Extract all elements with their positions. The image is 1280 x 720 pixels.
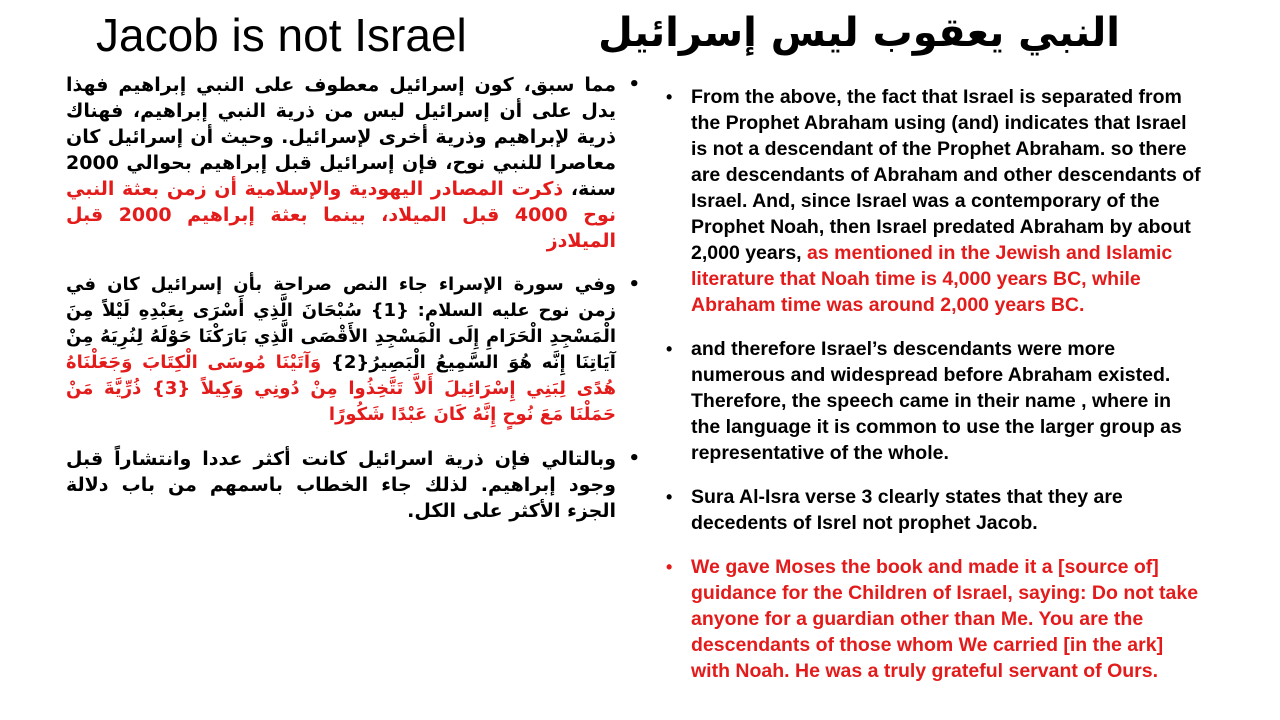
english-paragraph-2 bbox=[664, 336, 1204, 466]
english-paragraph-3 bbox=[664, 484, 1204, 536]
english-paragraph-2-text: and therefore Israel’s descendants were more numerous and widespread before Abraham existed. Therefore, the speech came in their name , where in the language it is common to use the larger group as representative of the whole. bbox=[691, 338, 1182, 464]
english-paragraph-1 bbox=[664, 84, 1204, 318]
english-column bbox=[664, 84, 1204, 702]
bullet-icon: • bbox=[628, 448, 640, 469]
english-paragraph-1-text: From the above, the fact that Israel is separated from the Prophet Abraham using (and) indicates that Israel is not a descendant of the Prophet Abraham. so there are descendants of Abraham and other descendants of Israel. And, since Israel was a contemporary of the Prophet Noah, then Israel predated Abraham by about 2,000 years, bbox=[691, 86, 1201, 264]
bullet-icon: • bbox=[628, 74, 640, 95]
slide-title-arabic: النبي يعقوب ليس إسرائيل bbox=[598, 10, 1120, 56]
english-paragraph-4 bbox=[664, 554, 1204, 684]
english-paragraph-4-highlight: We gave Moses the book and made it a [source of] guidance for the Children of Israel, saying: Do not take anyone for a guardian other than Me. You are the descendants of those whom We carried [in the ark] with Noah. He was a truly grateful servant of Ours. bbox=[691, 556, 1199, 682]
slide-title-english: Jacob is not Israel bbox=[96, 9, 467, 61]
arabic-paragraph-2-text: وفي سورة الإسراء جاء النص صراحة بأن إسرائيل كان في زمن نوح عليه السلام: {1} سُبْحَانَ الَّذِي أَسْرَى بِعَبْدِهِ لَيْلاً مِنَ الْمَسْجِدِ الْحَرَامِ إِلَى الْمَسْجِدِ الأَقْصَى الَّذِي بَارَكْنَا حَوْلَهُ لِنُرِيَهُ مِنْ آيَاتِنَا إِنَّه هُوَ السَّمِيعُ الْبَصِيرُ{2} bbox=[66, 274, 616, 373]
arabic-paragraph-1-highlight: ذكرت المصادر اليهودية والإسلامية أن زمن بعثة النبي نوح 4000 قبل الميلاد، بينما بعثة إبراهيم 2000 قبل الميلادز bbox=[66, 178, 617, 252]
arabic-paragraph-2-highlight: وَآتَيْنَا مُوسَى الْكِتَابَ وَجَعَلْنَاهُ هُدًى لِبَنِي إِسْرَائِيلَ أَلاَّ تَتَّخِذُوا مِنْ دُونِي وَكِيلاً {3} ذُرِّيَّةَ مَنْ حَمَلْنَا مَعَ نُوحٍ إِنَّهُ كَانَ عَبْدًا شَكُورًا bbox=[66, 352, 617, 425]
bullet-icon: • bbox=[666, 87, 673, 107]
arabic-paragraph-2 bbox=[66, 272, 644, 428]
arabic-paragraph-1-text: مما سبق، كون إسرائيل معطوف على النبي إبراهيم فهذا يدل على أن إسرائيل ليس من ذرية النبي إبراهيم، فهناك ذرية لإبراهيم وذرية أخرى لإسرائيل. وحيث أن إسرائيل كان معاصرا للنبي نوح، فإن إسرائيل قبل إبراهيم بحوالي 2000 سنة، bbox=[66, 74, 616, 200]
arabic-paragraph-1 bbox=[66, 72, 644, 254]
arabic-column bbox=[66, 72, 644, 542]
bullet-icon: • bbox=[666, 487, 673, 507]
bullet-icon: • bbox=[666, 339, 673, 359]
english-paragraph-1-highlight: as mentioned in the Jewish and Islamic literature that Noah time is 4,000 years BC, while Abraham time was around 2,000 years BC. bbox=[691, 242, 1173, 316]
arabic-paragraph-3 bbox=[66, 446, 644, 524]
english-paragraph-3-text: Sura Al-Isra verse 3 clearly states that they are decedents of Isrel not prophet Jacob. bbox=[691, 486, 1123, 534]
bullet-icon: • bbox=[666, 557, 673, 577]
arabic-paragraph-3-text: وبالتالي فإن ذرية اسرائيل كانت أكثر عددا وانتشاراً قبل وجود إبراهيم. لذلك جاء الخطاب باسمهم من باب دلالة الجزء الأكثر على الكل. bbox=[66, 448, 616, 522]
bullet-icon: • bbox=[628, 274, 640, 295]
